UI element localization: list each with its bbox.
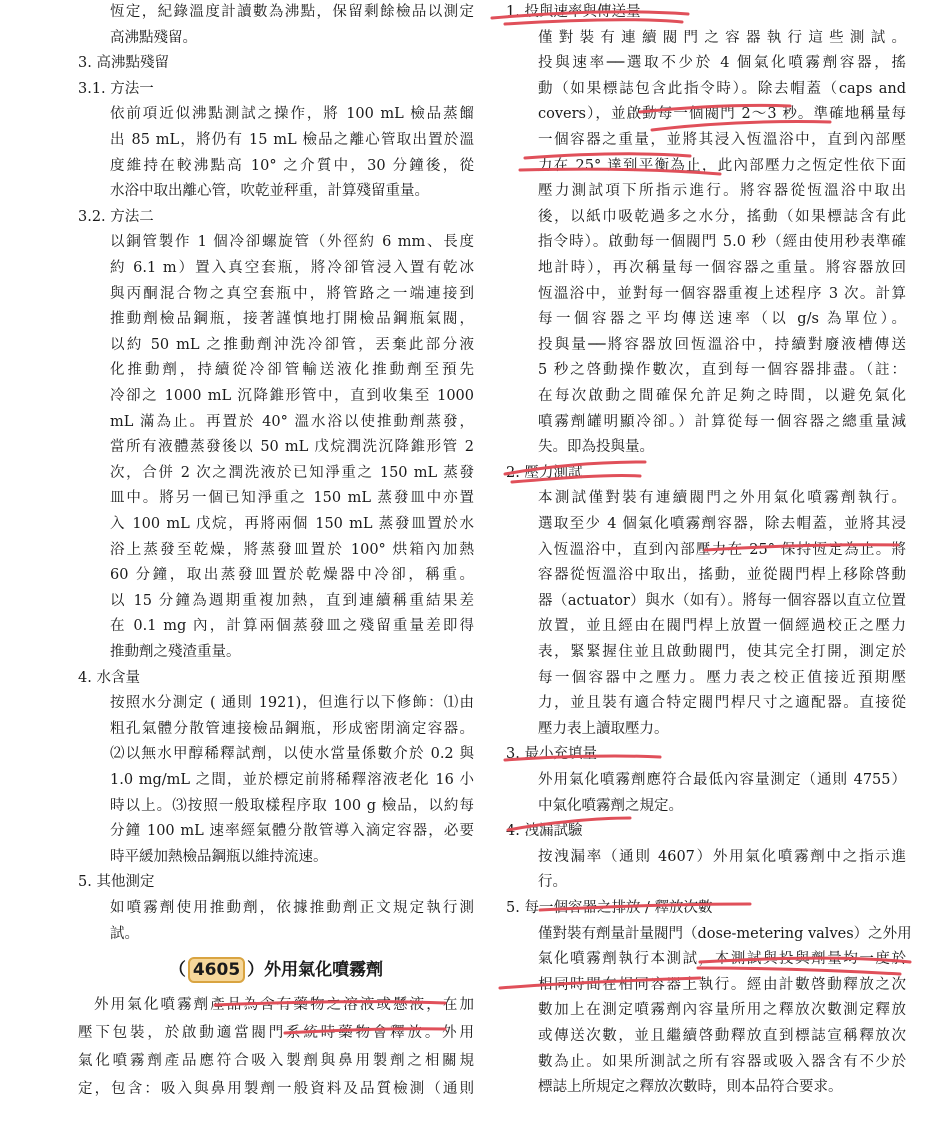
text-line: 高沸點殘留。 — [110, 29, 197, 46]
text-line: 僅對裝有劑量計量閥門（dose-metering valves）之外用 — [538, 925, 912, 942]
text-line: 本測試僅對裝有連續閥門之外用氣化噴霧劑執行。 — [538, 490, 906, 507]
text-line: 或傳送次數，並且繼續啓動釋放直到標誌宣稱釋放次 — [538, 1028, 906, 1044]
text-line: 中氣化噴霧劑之規定。 — [538, 797, 683, 814]
text-line: 次，合併 2 次之潤洗液於已知淨重之 150 mL 蒸發 — [110, 464, 474, 481]
text-line: 動（如果標誌包含此指令時）。除去帽蓋（caps and — [538, 80, 906, 97]
heading-close-paren: ） — [247, 960, 265, 980]
text-line: 放置，並且經由在閥門桿上放置一個經過校正之壓力 — [538, 618, 906, 635]
text-line: 時以上。⑶按照一般取樣程序取 100 g 檢品，以約每 — [110, 797, 474, 814]
text-line: 與丙酮混合物之真空套瓶中，將管路之一端連接到 — [110, 285, 474, 302]
text-line: 3. 最小充填量 — [506, 746, 597, 763]
intro-line: 定，包含：吸入與鼻用製劑一般資料及品質檢測（通則 — [78, 1081, 474, 1097]
text-line: 推動劑之殘渣重量。 — [110, 644, 241, 660]
text-line: 器（actuator）與水（如有）。將每一個容器以直立位置 — [538, 592, 906, 609]
intro-line: 外用氣化噴霧劑產品為含有藥物之溶液或懸液，在加 — [94, 997, 474, 1013]
text-line: 4. 水含量 — [78, 669, 140, 686]
text-line: 約 6.1 m）置入真空套瓶，將冷卻管浸入置有乾冰 — [110, 260, 474, 276]
text-line: 一個容器之重量，並將其浸入恆溫浴中，直到內部壓 — [538, 132, 906, 148]
text-line: 浴上蒸發至乾燥，將蒸發皿置於 100° 烘箱內加熱 — [110, 541, 474, 558]
text-line: 1. 投與速率與傳送量 — [506, 4, 641, 20]
intro-line: 壓下包裝，於啟動適當閥門系統時藥物會釋放。外用 — [78, 1025, 474, 1041]
text-line: 以銅管製作 1 個冷卻螺旋管（外徑約 6 mm、長度 — [110, 234, 474, 251]
section-title: 外用氣化噴霧劑 — [264, 960, 384, 980]
intro-line: 氣化噴霧劑產品應符合吸入製劑與鼻用製劑之相關規 — [78, 1053, 474, 1069]
text-line: 60 分鐘，取出蒸發皿置於乾燥器中冷卻，稱重。 — [110, 567, 474, 584]
text-line: 3.1. 方法一 — [78, 80, 154, 97]
text-line: 壓力測試項下所指示進行。將容器從恆溫浴中取出 — [538, 183, 906, 200]
text-line: 按照水分測定 ( 通則 1921)，但進行以下修飾：⑴由 — [110, 695, 474, 712]
text-line: 在 0.1 mg 內，計算兩個蒸發皿之殘留重量差即得 — [110, 618, 474, 635]
text-line: 在每次啟動之間確保允許足夠之時間，以避免氣化 — [538, 388, 906, 404]
text-line: 選取至少 4 個氣化噴霧劑容器，除去帽蓋，並將其浸 — [538, 516, 906, 532]
text-line: 2. 壓力測試 — [506, 464, 583, 481]
text-line: 時平緩加熱檢品鋼瓶以維持流速。 — [110, 848, 328, 865]
heading-open-paren: （ — [168, 960, 186, 980]
text-line: 試。 — [110, 925, 139, 942]
text-line: 外用氣化噴霧劑應符合最低內容量測定（通則 4755） — [538, 772, 906, 788]
text-line: 力，並且裝有適合特定閥門桿尺寸之適配器。直接從 — [538, 695, 906, 712]
text-line: 指令時）。啟動每一個閥門 5.0 秒（經由使用秒表準確 — [538, 234, 906, 251]
text-line: 入恆溫浴中，直到內部壓力在 25° 保持恆定為止。將 — [538, 541, 906, 558]
text-line: 3. 高沸點殘留 — [78, 55, 169, 72]
text-line: 標誌上所規定之釋放次數時，則本品符合要求。 — [538, 1079, 843, 1096]
text-line: 推動劑檢品鋼瓶，接著謹慎地打開檢品鋼瓶氣閥， — [110, 311, 474, 328]
text-line: 皿中。將另一個已知淨重之 150 mL 蒸發皿中亦置 — [110, 490, 474, 507]
text-line: 相同時間在相同容器上執行。經由計數啓動釋放之次 — [538, 976, 906, 993]
text-line: covers），並啟動每一個閥門 2～3 秒。準確地稱量每 — [538, 106, 906, 123]
text-line: 行。 — [538, 874, 567, 891]
text-line: 度維持在較沸點高 10° 之介質中，30 分鐘後，從 — [110, 157, 474, 174]
text-line: 氣化噴霧劑執行本測試，本測試與投與劑量均一度於 — [538, 951, 906, 968]
text-line: 地計時），再次稱量每一個容器之重量。將容器放回 — [538, 260, 906, 276]
text-line: 化推動劑，持續從冷卻管輸送液化推動劑至預先 — [110, 362, 474, 379]
text-line: 當所有液體蒸發後以 50 mL 戊烷潤洗沉降錐形管 2 — [110, 439, 474, 456]
text-line: 出 85 mL，將仍有 15 mL 檢品之離心管取出置於溫 — [110, 132, 474, 148]
text-line: 恆溫浴中，並對每一個容器重複上述程序 3 次。計算 — [538, 285, 906, 302]
text-line: mL 滿為止。再置於 40° 溫水浴以使推動劑蒸發， — [110, 413, 474, 430]
text-line: 數為止。如果所測試之所有容器或吸入器含有不少於 — [538, 1053, 906, 1070]
text-line: 壓力表上讀取壓力。 — [538, 720, 669, 737]
text-line: 按洩漏率（通則 4607）外用氣化噴霧劑中之指示進 — [538, 848, 906, 865]
text-line: 失。即為投與量。 — [538, 439, 654, 456]
text-line: 每一個容器之平均傳送速率（以 g/s 為單位）。 — [538, 311, 906, 328]
text-line: 如噴霧劑使用推動劑，依據推動劑正文規定執行測 — [110, 900, 474, 916]
text-line: 僅對裝有連續閥門之容器執行這些測試。 — [538, 29, 906, 46]
text-line: 分鐘 100 mL 速率經氣體分散管導入滴定容器，必要 — [110, 823, 474, 840]
text-line: 投與量──將容器放回恆溫浴中，持續對廢液槽傳送 — [538, 336, 906, 353]
text-line: 4. 洩漏試驗 — [506, 823, 583, 840]
text-line: 5 秒之啓動操作數次，直到每一個容器排盡。（註： — [538, 362, 906, 379]
text-line: 1.0 mg/mL 之間，並於標定前將稀釋溶液老化 16 小 — [110, 772, 474, 788]
text-line: 粗孔氣體分散管連接檢品鋼瓶，形成密閉滴定容器。 — [110, 720, 474, 737]
text-line: ⑵以無水甲醇稀釋試劑，以使水當量係數介於 0.2 與 — [110, 746, 474, 763]
text-line: 5. 其他測定 — [78, 874, 155, 891]
section-number-badge: 4605 — [188, 957, 245, 983]
text-line: 以 15 分鐘為週期重複加熱，直到連續稱重結果差 — [110, 592, 474, 609]
text-line: 力在 25° 達到平衡為止，此內部壓力之恆定性依下面 — [538, 157, 906, 174]
text-line: 冷卻之 1000 mL 沉降錐形管中，直到收集至 1000 — [110, 388, 474, 404]
text-line: 恆定，紀錄溫度計讀數為沸點，保留剩餘檢品以測定 — [110, 4, 474, 20]
text-line: 每一個容器中之壓力。壓力表之校正值接近預期壓 — [538, 669, 906, 686]
text-line: 噴霧劑罐明顯冷卻。）計算從每一個容器之總重量減 — [538, 413, 906, 430]
text-line: 水浴中取出離心管，吹乾並秤重，計算殘留重量。 — [110, 183, 429, 200]
section-heading — [78, 955, 474, 985]
text-line: 5. 每一個容器之排放 / 釋放次數 — [506, 900, 713, 916]
text-line: 後，以紙巾吸乾過多之水分，搖動（如果標誌含有此 — [538, 208, 906, 225]
text-line: 以約 50 mL 之推動劑沖洗冷卻管，丟棄此部分液 — [110, 336, 474, 353]
text-line: 投與速率──選取不少於 4 個氣化噴霧劑容器，搖 — [538, 55, 906, 72]
text-line: 依前項近似沸點測試之操作，將 100 mL 檢品蒸餾 — [110, 106, 474, 123]
text-line: 入 100 mL 戊烷，再將兩個 150 mL 蒸發皿置於水 — [110, 516, 474, 532]
text-line: 表，緊緊握住並且啟動閥門，使其完全打開，測定於 — [538, 644, 906, 660]
text-line: 3.2. 方法二 — [78, 208, 154, 225]
text-line: 數加上在測定噴霧劑內容量所用之釋放次數測定釋放 — [538, 1002, 906, 1019]
text-line: 容器從恆溫浴中取出，搖動，並從閥門桿上移除啓動 — [538, 567, 906, 584]
